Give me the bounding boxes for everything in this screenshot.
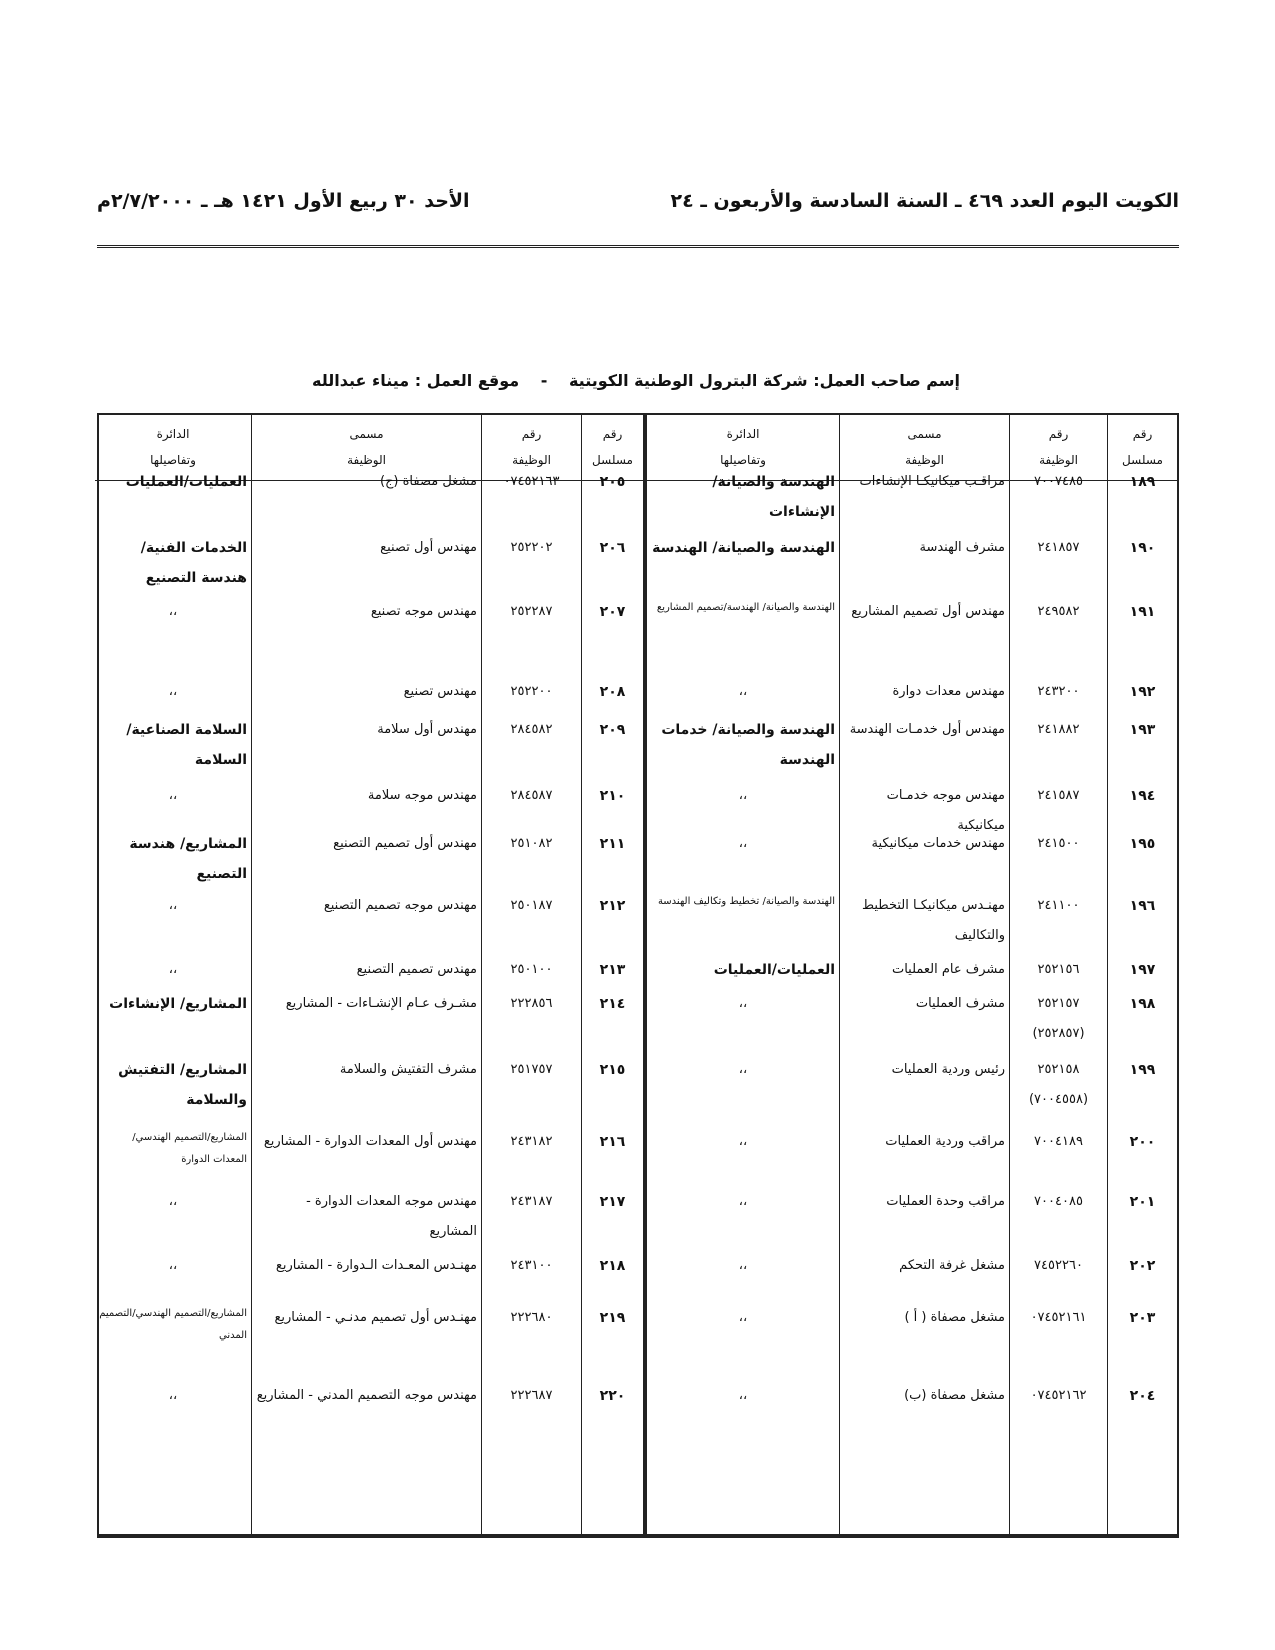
job-number-cell: ٠٧٤٥٢١٦٣ [503,474,560,489]
department-cell: ،، [168,788,178,803]
serial-number-cell: ١٩٨ [1129,996,1156,1012]
serial-number-cell: ٢١٥ [599,1062,626,1078]
table-right-half [647,415,1177,1534]
serial-number-cell: ١٩٠ [1129,540,1156,556]
job-number-cell: ٢٤٣١٨٧ [510,1194,553,1209]
serial-number-cell: ٢٢٠ [599,1388,626,1404]
job-number-cell: ٢٤١٥٨٧ [1037,788,1080,803]
col-title [839,415,1009,1534]
serial-number-cell: ١٩٧ [1129,962,1156,978]
job-title-cell: مهندس أول تصميم المشاريع [851,604,1005,619]
department-cell: ،، [738,1310,748,1325]
employer-separator: - [540,371,548,390]
department-cell: العمليات/العمليات [125,474,247,490]
department-cell: الخدمات الفنية/ هندسة التصنيع [140,540,247,586]
job-title-cell: مهندس أول خدمـات الهندسة [849,722,1005,737]
job-title-cell: مهندس خدمات ميكانيكية [871,836,1005,851]
header-serial: رقم مسلسل [1108,415,1177,481]
col-job-no [1009,415,1107,1534]
job-number-cell: ٠٧٤٥٢١٦٢ [1030,1388,1087,1403]
job-number-cell: ٢٢٢٨٥٦ [510,996,553,1011]
serial-number-cell: ٢٠٥ [599,474,626,490]
department-cell: ،، [738,684,748,699]
serial-number-cell: ١٩٩ [1129,1062,1156,1078]
department-cell: ،، [168,1194,178,1209]
serial-number-cell: ١٩٢ [1129,684,1156,700]
job-number-cell: ٢٥٠١٠٠ [510,962,553,977]
job-title-cell: مشغل مصفاة ( أ ) [904,1310,1005,1325]
job-title-cell: مشغل غرفة التحكم [899,1258,1005,1273]
employer-name: إسم صاحب العمل: شركة البترول الوطنية الكويتية [568,371,960,390]
header-title: مسمى الوظيفة [252,415,481,481]
department-cell: ،، [738,1194,748,1209]
employer-line [312,371,960,390]
job-number-cell: ٢٤٣٢٠٠ [1037,684,1080,699]
job-title-cell: مهنـدس أول تصميم مدنـي - المشاريع [274,1310,477,1325]
serial-number-cell: ١٩٥ [1129,836,1156,852]
job-title-cell: مشرف التفتيش والسلامة [339,1062,477,1077]
job-title-cell: مهندس موجه تصنيع [370,604,477,619]
serial-number-cell: ٢٠٧ [599,604,626,620]
serial-number-cell: ٢٠٨ [599,684,626,700]
col-dept [647,415,839,1534]
job-number-cell: ٢٢٢٦٨٠ [510,1310,553,1325]
department-cell: الهندسة والصيانة/ الهندسة/تصميم المشاريع [656,602,835,613]
department-cell: ،، [168,962,178,977]
job-title-cell: مشرف الهندسة [919,540,1005,555]
job-title-cell: مهندس أول المعدات الدوارة - المشاريع [263,1134,477,1149]
department-cell: ،، [168,1258,178,1273]
job-title-cell: مهنـدس المعـدات الـدوارة - المشاريع [275,1258,477,1273]
job-number-cell: ٠٧٤٥٢١٦١ [1030,1310,1087,1325]
serial-number-cell: ٢١٧ [599,1194,626,1210]
job-number-cell: ٢٥١٠٨٢ [510,836,553,851]
department-cell: ،، [738,1062,748,1077]
job-title-cell: مشغل مصفاة (ج) [379,474,477,489]
serial-number-cell: ٢٠٢ [1129,1258,1156,1274]
job-number-cell: ٢٥٢٢٠٢ [510,540,553,555]
serial-number-cell: ٢١٩ [599,1310,626,1326]
job-number-cell: ٧٠٠٤٠٨٥ [1034,1194,1083,1209]
header-date: الأحد ٣٠ ربيع الأول ١٤٢١ هـ ـ ٢/٧/٢٠٠٠م [97,190,470,212]
department-cell: الهندسة والصيانة/ تخطيط وتكاليف الهندسة [657,896,835,907]
serial-number-cell: ١٩٤ [1129,788,1156,804]
department-cell: المشاريع/ التفتيش والسلامة [118,1062,247,1108]
header-dept: الدائرة وتفاصيلها [95,415,251,481]
serial-number-cell: ١٨٩ [1129,474,1156,490]
work-location: موقع العمل : ميناء عبدالله [312,371,520,390]
job-title-cell: مهندس أول تصنيع [380,540,477,555]
department-cell: الهندسة والصيانة/ الإنشاءات [712,474,835,520]
job-title-cell: مهندس موجه خدمـات ميكانيكية [886,788,1005,833]
serial-number-cell: ١٩٣ [1129,722,1156,738]
job-title-cell: مهندس موجه التصميم المدني - المشاريع [256,1388,477,1403]
job-title-cell: مراقب وردية العمليات [885,1134,1005,1149]
job-number-cell: ٢٥٠١٨٧ [510,898,553,913]
department-cell: ،، [168,898,178,913]
job-number-cell: ٢٨٤٥٨٧ [510,788,553,803]
department-cell: المشاريع/التصميم الهندسي/التصميم المدني [99,1308,247,1341]
job-title-cell: رئيس وردية العمليات [891,1062,1005,1077]
serial-number-cell: ٢١٠ [599,788,626,804]
job-title-cell: مشرف العمليات [915,996,1005,1011]
job-number-cell: ٢٤١٨٨٢ [1037,722,1080,737]
serial-number-cell: ٢٠٩ [599,722,626,738]
serial-number-cell: ٢٠٣ [1129,1310,1156,1326]
serial-number-cell: ١٩١ [1129,604,1156,620]
job-number-cell: ٢٥١٧٥٧ [510,1062,553,1077]
job-number-cell: ٢٢٢٦٨٧ [510,1388,553,1403]
department-cell: ،، [168,604,178,619]
job-number-cell: ٢٤١١٠٠ [1037,898,1080,913]
job-title-cell: مشـرف عـام الإنشـاءات - المشاريع [285,996,477,1011]
department-cell: العمليات/العمليات [713,962,835,978]
job-title-cell: مهنـدس ميكانيكـا التخطيط والتكاليف [862,898,1005,943]
job-title-cell: مهندس موجه تصميم التصنيع [323,898,477,913]
jobs-table [97,413,1179,1536]
col-serial [581,415,643,1534]
job-title-cell: مشغل مصفاة (ب) [904,1388,1005,1403]
job-title-cell: مشرف عام العمليات [891,962,1005,977]
job-number-cell: ٢٥٢١٥٨ (٧٠٠٤٥٥٨) [1028,1062,1089,1107]
department-cell: المشاريع/ هندسة التصنيع [129,836,247,882]
department-cell: ،، [168,684,178,699]
page-header [97,190,1179,248]
department-cell: المشاريع/التصميم الهندسي/المعدات الدوارة [132,1132,247,1165]
department-cell: الهندسة والصيانة/ الهندسة [652,540,835,556]
job-number-cell: ٢٤٣١٠٠ [510,1258,553,1273]
serial-number-cell: ٢١٣ [599,962,626,978]
job-title-cell: مهندس موجه سلامة [367,788,477,803]
col-job-no [481,415,581,1534]
job-title-cell: مراقـب ميكانيكـا الإنشاءات [859,474,1005,489]
serial-number-cell: ٢٠٦ [599,540,626,556]
department-cell: ،، [738,836,748,851]
job-title-cell: مراقب وحدة العمليات [886,1194,1005,1209]
department-cell: الهندسة والصيانة/ خدمات الهندسة [661,722,835,768]
job-title-cell: مهندس موجه المعدات الدوارة - المشاريع [306,1194,477,1239]
department-cell: ،، [738,1388,748,1403]
header-serial: رقم مسلسل [582,415,643,481]
job-number-cell: ٢٤٣١٨٢ [510,1134,553,1149]
footer-rule [97,1536,1179,1538]
col-title [251,415,481,1534]
job-number-cell: ٢٤١٥٠٠ [1037,836,1080,851]
header-dept: الدائرة وتفاصيلها [647,415,839,481]
job-number-cell: ٢٥٢٢٠٠ [510,684,553,699]
serial-number-cell: ٢١١ [599,836,626,852]
job-number-cell: ٢٥٢٢٨٧ [510,604,553,619]
department-cell: السلامة الصناعية/ السلامة [126,722,247,768]
job-title-cell: مهندس أول سلامة [377,722,477,737]
department-cell: ،، [738,1134,748,1149]
job-title-cell: مهندس تصميم التصنيع [356,962,477,977]
header-job-no: رقم الوظيفة [482,415,581,481]
job-number-cell: ٢٤٩٥٨٢ [1037,604,1080,619]
job-title-cell: مهندس تصنيع [403,684,477,699]
header-title: مسمى الوظيفة [840,415,1009,481]
table-left-half [95,415,643,1534]
job-title-cell: مهندس معدات دوارة [892,684,1005,699]
serial-number-cell: ٢١٨ [599,1258,626,1274]
job-number-cell: ٧٠٠٤١٨٩ [1034,1134,1083,1149]
job-title-cell: مهندس أول تصميم التصنيع [333,836,477,851]
serial-number-cell: ٢١٦ [599,1134,626,1150]
serial-number-cell: ٢١٤ [599,996,626,1012]
job-number-cell: ٢٥٢١٥٧ (٢٥٢٨٥٧) [1032,996,1085,1041]
job-number-cell: ٧٠٠٧٤٨٥ [1034,474,1083,489]
header-job-no: رقم الوظيفة [1010,415,1107,481]
department-cell: ،، [738,1258,748,1273]
department-cell: ،، [738,996,748,1011]
serial-number-cell: ٢٠٠ [1129,1134,1156,1150]
header-issue: الكويت اليوم العدد ٤٦٩ ـ السنة السادسة والأربعون ـ ٢٤ [670,190,1179,212]
job-number-cell: ٧٤٥٢٢٦٠ [1034,1258,1083,1273]
department-cell: المشاريع/ الإنشاءات [109,996,247,1012]
serial-number-cell: ١٩٦ [1129,898,1156,914]
department-cell: ،، [738,788,748,803]
col-serial [1107,415,1177,1534]
serial-number-cell: ٢١٢ [599,898,626,914]
job-number-cell: ٢٤١٨٥٧ [1037,540,1080,555]
department-cell: ،، [168,1388,178,1403]
col-dept [95,415,251,1534]
job-number-cell: ٢٨٤٥٨٢ [510,722,553,737]
serial-number-cell: ٢٠١ [1129,1194,1156,1210]
serial-number-cell: ٢٠٤ [1129,1388,1156,1404]
job-number-cell: ٢٥٢١٥٦ [1037,962,1080,977]
